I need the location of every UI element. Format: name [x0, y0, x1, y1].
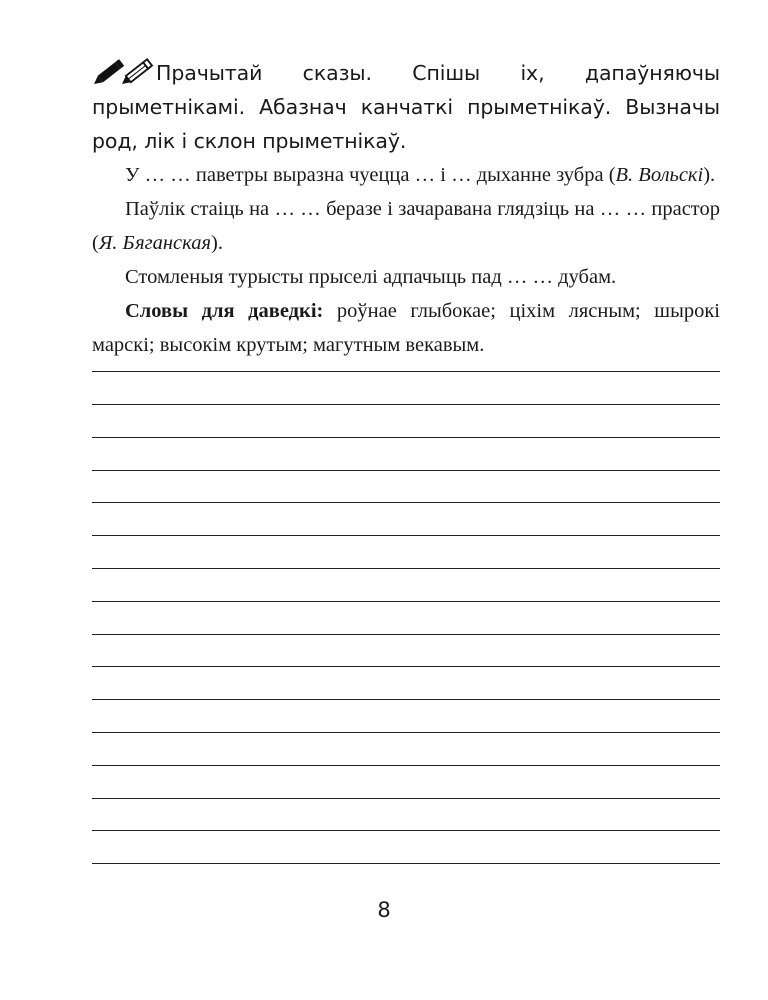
- writing-line[interactable]: [92, 602, 720, 635]
- reference-text: роўнае глыбокае; ціхім лясным; шырокі марскі; высокім крутым; магутным векавым.: [92, 300, 721, 356]
- sentence-1: [92, 158, 720, 192]
- sentence-1-author: В. Вольскі: [615, 164, 704, 186]
- sentence-2-author: Я. Бяганская: [98, 232, 212, 254]
- writing-line[interactable]: [92, 831, 720, 864]
- writing-line[interactable]: [92, 569, 720, 602]
- writing-line[interactable]: [92, 667, 720, 700]
- sentence-2-close: ).: [211, 232, 223, 254]
- writing-line[interactable]: [92, 766, 720, 799]
- sentence-3: [92, 260, 720, 294]
- task-instruction-paragraph: [92, 56, 720, 158]
- writing-line[interactable]: [92, 536, 720, 569]
- sentence-2-text: Паўлік стаіць на … … беразе і зачаравана глядзіць на … … прастор (: [92, 198, 720, 254]
- writing-line[interactable]: [92, 799, 720, 832]
- writing-lines-area[interactable]: [92, 371, 720, 864]
- reference-label: Словы для даведкі:: [125, 300, 324, 322]
- writing-line[interactable]: [92, 471, 720, 504]
- sentence-1-close: ).: [703, 164, 716, 186]
- writing-line[interactable]: [92, 438, 720, 471]
- sentence-2: [92, 192, 720, 260]
- two-pencils-icon: [92, 58, 154, 86]
- sentence-3-text: Стомленыя турысты прыселі адпачыць пад … … дубам.: [125, 266, 617, 288]
- writing-line[interactable]: [92, 635, 720, 668]
- writing-line[interactable]: [92, 405, 720, 438]
- task-instruction-text: Прачытай сказы. Спішы іх, дапаўняючы прыметнікамі. Абазнач канчаткі прыметнікаў. Вызначы род, лік і склон прыметнікаў.: [92, 61, 720, 153]
- writing-line[interactable]: [92, 700, 720, 733]
- reference-words: [92, 294, 720, 362]
- task-block: [92, 56, 720, 362]
- writing-line[interactable]: [92, 733, 720, 766]
- writing-line[interactable]: [92, 503, 720, 536]
- writing-line[interactable]: [92, 372, 720, 405]
- sentence-1-text: У … … паветры выразна чуецца … і … дыханне зубра (: [125, 164, 616, 186]
- page-number: 8: [377, 898, 391, 922]
